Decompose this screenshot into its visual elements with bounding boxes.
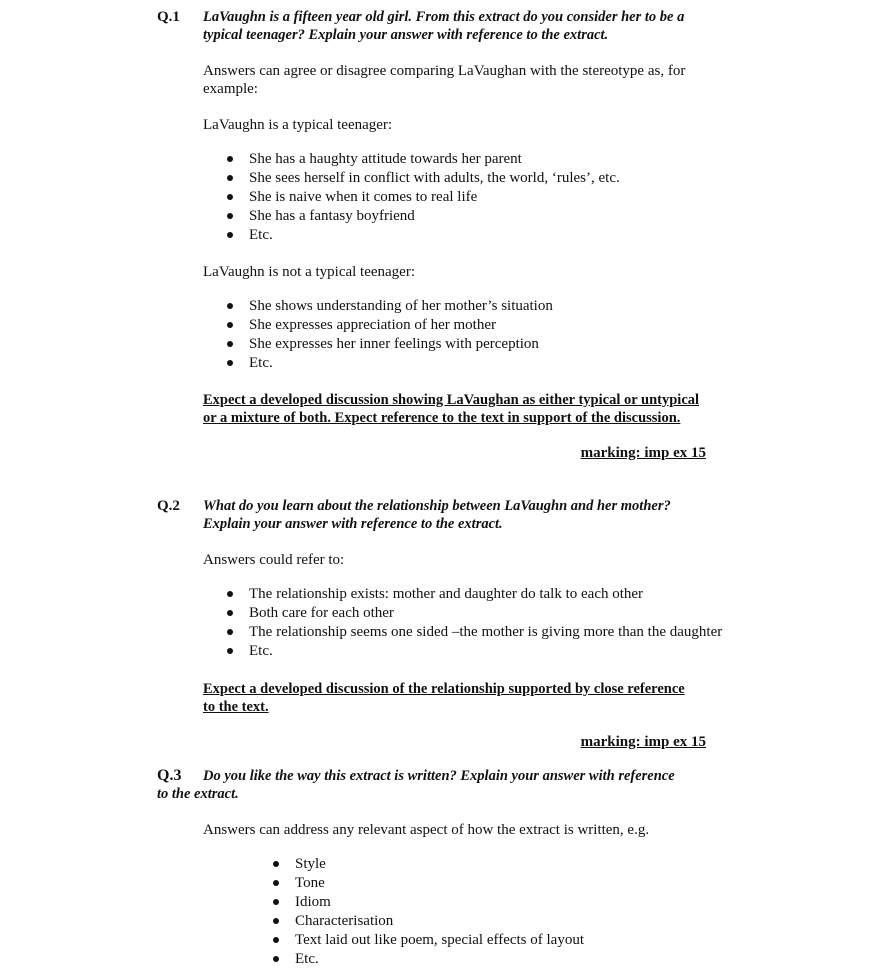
list-item: Text laid out like poem, special effects of layout [249,931,584,950]
bullet-icon [227,232,233,238]
list-item: Etc. [203,354,553,373]
q2-intro: Answers could refer to: [203,552,345,568]
list-item: The relationship seems one sided –the mother is giving more than the daughter [203,623,722,642]
list-item: Characterisation [249,912,584,931]
q1-marking: marking: imp ex 15 [580,445,706,461]
q1-typical-heading: LaVaughn is a typical teenager: [203,117,393,133]
bullet-icon [273,861,279,867]
list-item: The relationship exists: mother and daughter do talk to each other [203,585,722,604]
q3-question-line2: to the extract. [157,786,239,802]
bullet-icon [273,880,279,886]
list-item: She has a fantasy boyfriend [203,207,620,226]
q1-not-typical-heading: LaVaughn is not a typical teenager: [203,264,416,280]
bullet-icon [227,341,233,347]
q2-expect-line2: to the text. [203,699,269,715]
list-item: She has a haughty attitude towards her parent [203,150,620,169]
q1-expect-line2: or a mixture of both. Expect reference to the text in support of the discussion. [203,410,681,426]
q1-intro-line1: Answers can agree or disagree comparing LaVaughan with the stereotype as, for [203,63,686,79]
q2-number: Q.2 [157,498,180,514]
q1-expect-line1: Expect a developed discussion showing LaVaughan as either typical or untypical [203,392,700,408]
bullet-icon [273,899,279,905]
bullet-icon [227,322,233,328]
q2-question-line1: What do you learn about the relationship between LaVaughn and her mother? [203,498,671,514]
list-item: She shows understanding of her mother’s situation [203,297,553,316]
bullet-icon [227,303,233,309]
list-item: She expresses appreciation of her mother [203,316,553,335]
q3-list [249,855,584,969]
bullet-icon [227,648,233,654]
bullet-icon [227,591,233,597]
list-item: Etc. [249,950,584,969]
q1-number: Q.1 [157,9,180,25]
list-item: She sees herself in conflict with adults, the world, ‘rules’, etc. [203,169,620,188]
bullet-icon [273,956,279,962]
q3-number: Q.3 [157,767,182,784]
list-item: Etc. [203,226,620,245]
q2-question-line2: Explain your answer with reference to the extract. [203,516,503,532]
q1-intro-line2: example: [203,81,258,97]
bullet-icon [273,918,279,924]
q1-not-typical-list [203,297,553,373]
list-item: Idiom [249,893,584,912]
q2-marking: marking: imp ex 15 [580,734,706,750]
list-item: Etc. [203,642,722,661]
list-item: Both care for each other [203,604,722,623]
list-item: She expresses her inner feelings with perception [203,335,553,354]
bullet-icon [273,937,279,943]
bullet-icon [227,156,233,162]
bullet-icon [227,194,233,200]
q1-question-line2: typical teenager? Explain your answer with reference to the extract. [203,27,609,43]
q1-typical-list [203,150,620,245]
q2-expect-line1: Expect a developed discussion of the relationship supported by close reference [203,681,685,697]
q3-question-line1: Do you like the way this extract is written? Explain your answer with reference [203,768,675,784]
list-item: Tone [249,874,584,893]
bullet-icon [227,629,233,635]
bullet-icon [227,360,233,366]
bullet-icon [227,610,233,616]
list-item: Style [249,855,584,874]
q2-list [203,585,722,661]
q1-question-line1: LaVaughn is a fifteen year old girl. From this extract do you consider her to be a [203,9,685,25]
bullet-icon [227,175,233,181]
q3-intro: Answers can address any relevant aspect of how the extract is written, e.g. [203,822,650,838]
list-item: She is naive when it comes to real life [203,188,620,207]
bullet-icon [227,213,233,219]
